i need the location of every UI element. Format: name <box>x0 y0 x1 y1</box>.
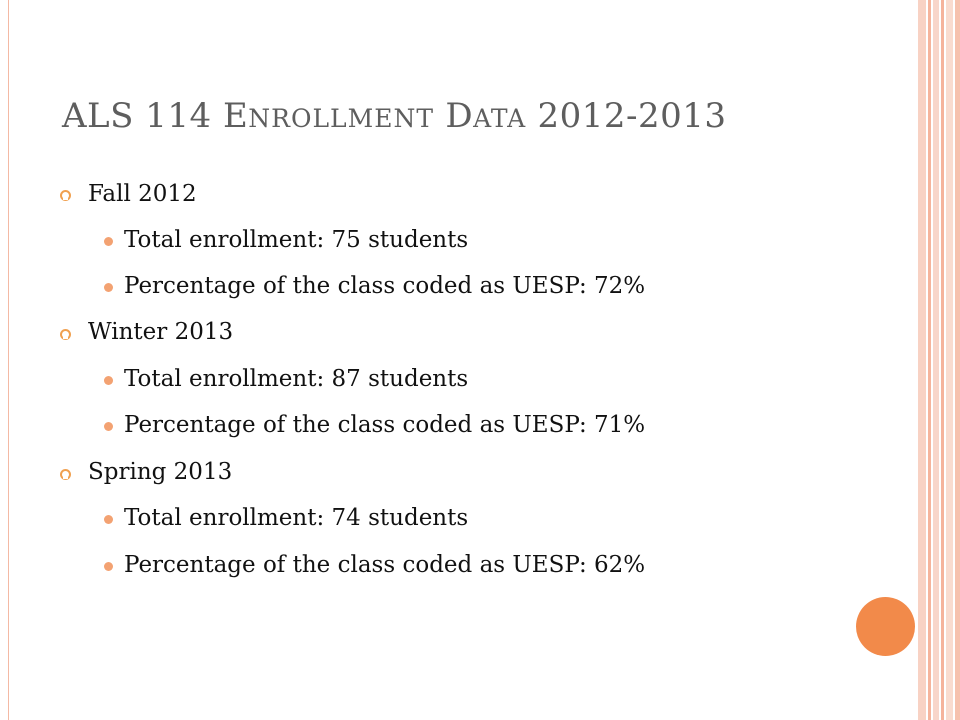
list-item: Total enrollment: 87 students <box>124 366 469 392</box>
title-word1-rest: NROLLMENT <box>248 104 435 133</box>
title-suffix: 2012-2013 <box>526 96 727 136</box>
list-item: Percentage of the class coded as UESP: 62% <box>124 552 646 578</box>
right-stripe <box>955 0 960 720</box>
list-item: Total enrollment: 75 students <box>124 227 469 253</box>
orange-circle-decoration <box>856 597 915 656</box>
title-word2-rest: ATA <box>473 104 527 133</box>
title-prefix: ALS 114 <box>62 96 223 136</box>
filled-circle-bullet-icon <box>104 562 113 571</box>
hollow-circle-bullet-icon <box>60 190 71 201</box>
hollow-circle-bullet-icon <box>60 469 71 480</box>
list-item: Percentage of the class coded as UESP: 72% <box>124 273 646 299</box>
list-item: Percentage of the class coded as UESP: 71% <box>124 412 646 438</box>
section-label-spring: Spring 2013 <box>88 459 233 485</box>
section-label-fall: Fall 2012 <box>88 181 197 207</box>
hollow-circle-bullet-icon <box>60 329 71 340</box>
right-stripe <box>918 0 926 720</box>
filled-circle-bullet-icon <box>104 422 113 431</box>
filled-circle-bullet-icon <box>104 237 113 246</box>
right-stripe <box>946 0 953 720</box>
right-stripe <box>928 0 931 720</box>
filled-circle-bullet-icon <box>104 515 113 524</box>
title-word1-cap: E <box>222 96 249 136</box>
slide-title <box>62 96 727 136</box>
left-frame-line <box>8 0 9 720</box>
list-item: Total enrollment: 74 students <box>124 505 469 531</box>
title-word2-cap: D <box>445 96 474 136</box>
title-space <box>434 96 445 136</box>
section-label-winter: Winter 2013 <box>88 319 234 345</box>
right-stripe <box>941 0 944 720</box>
filled-circle-bullet-icon <box>104 376 113 385</box>
filled-circle-bullet-icon <box>104 283 113 292</box>
right-stripe <box>933 0 939 720</box>
